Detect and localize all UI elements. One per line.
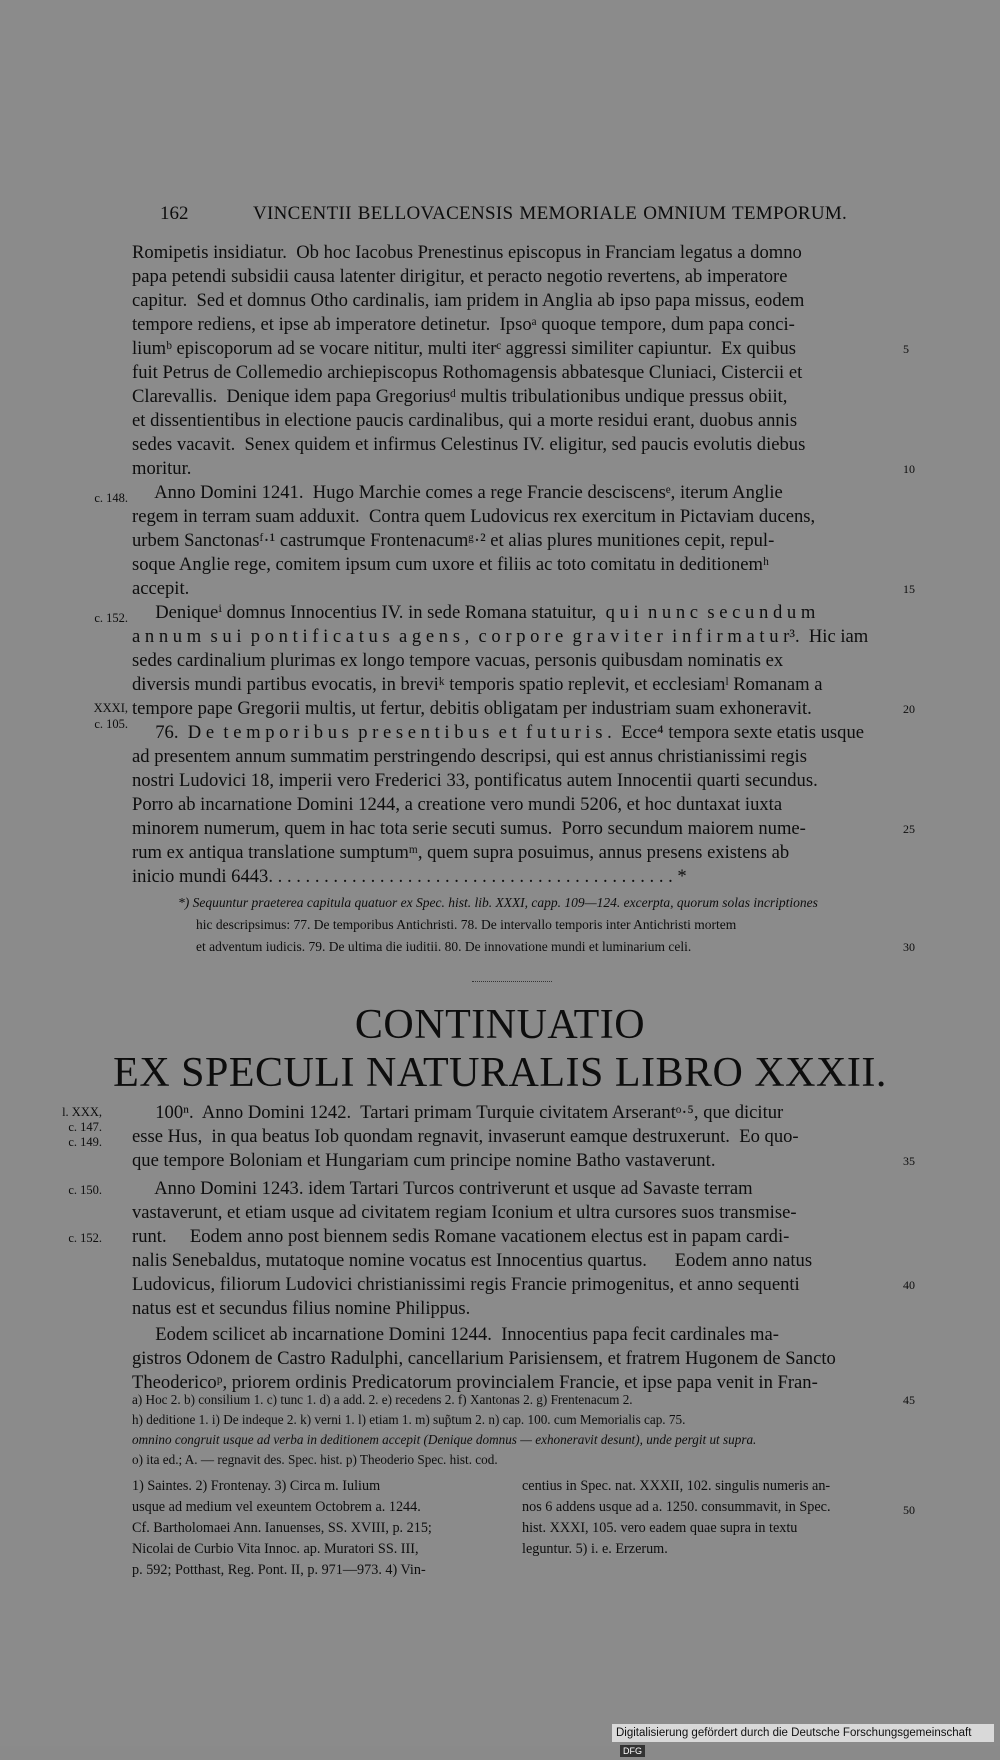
text-line: regem in terram suam adduxit. Contra quem Ludovicus rex exercitum in Pictaviam ducens, (132, 506, 816, 527)
note-left-line: p. 592; Potthast, Reg. Pont. II, p. 971—973. 4) Vin- (132, 1562, 426, 1578)
text-line: Clarevallis. Denique idem papa Gregoriusᵈ multis tribulationibus undique pressus obiit, (132, 386, 788, 407)
apparatus-line: a) Hoc 2. b) consilium 1. c) tunc 1. d) a add. 2. e) recedens 2. f) Xantonas 2. g) Frentenacum 2. (132, 1392, 633, 1407)
text-line: papa petendi subsidii causa latenter dirigitur, et peracto negotio revertens, ab imperatore (132, 266, 788, 287)
line-number: 40 (903, 1278, 915, 1292)
note-right-line: nos 6 addens usque ad a. 1250. consummavit, in Spec. (522, 1499, 831, 1515)
text-line: liumᵇ episcoporum ad se vocare nititur, multi iterᶜ aggressi similiter capiuntur. Ex quibus (132, 338, 797, 359)
text-line: gistros Odonem de Castro Radulphi, cancellarium Parisiensem, et fratrem Hugonem de Sancto (132, 1348, 836, 1369)
star-note-line: hic descripsimus: 77. De temporibus Antichristi. 78. De intervallo temporis inter Antichristi mortem (196, 917, 737, 932)
line-number: 25 (903, 822, 915, 836)
margin-note: c. 148. (94, 491, 128, 505)
text-line: capitur. Sed et domnus Otho cardinalis, iam pridem in Anglia ab ipso papa missus, eodem (132, 290, 805, 311)
star-note-line: et adventum iudicis. 79. De ultima die iuditii. 80. De innovatione mundi et luminarium celi. (196, 939, 692, 954)
line-number: 5 (903, 342, 909, 356)
text-line: et dissentientibus in electione paucis cardinalibus, qui a morte residui erant, duobus annis (132, 410, 798, 431)
text-line: natus est et secundus filius nomine Philippus. (132, 1298, 471, 1319)
line-number: 50 (903, 1503, 915, 1517)
note-right-line: centius in Spec. nat. XXXII, 102. singulis numeris an- (522, 1478, 831, 1494)
text-line: Eodem scilicet ab incarnatione Domini 1244. Innocentius papa fecit cardinales ma- (132, 1324, 779, 1345)
line-number: 30 (903, 940, 915, 954)
note-left-line: Nicolai de Curbio Vita Innoc. ap. Muratori SS. III, (132, 1541, 419, 1557)
line-number: 10 (903, 462, 915, 476)
margin-note: c. 152. (68, 1231, 102, 1245)
text-line: ad presentem annum summatim perstringendo descripsi, qui est annus christianissimi regis (132, 746, 807, 767)
text-line: vastaverunt, et etiam usque ad civitatem regiam Iconium et ultra cursores suos transmise- (132, 1202, 797, 1223)
line-number: 45 (903, 1393, 915, 1407)
margin-note: c. 150. (68, 1183, 102, 1197)
line-number: 20 (903, 702, 915, 716)
text-line: minorem numerum, quem in hac tota serie secuti sumus. Porro secundum maiorem nume- (132, 818, 806, 839)
text-line: Anno Domini 1243. idem Tartari Turcos contriverunt et usque ad Savaste terram (132, 1178, 753, 1199)
text-line: urbem Sanctonasᶠ·¹ castrumque Frontenacumᵍ·² et alias plures munitiones cepit, repul- (132, 530, 775, 551)
text-line: Porro ab incarnatione Domini 1244, a creatione vero mundi 5206, et hoc duntaxat iuxta (132, 794, 783, 815)
text-line: esse Hus, in qua beatus Iob quondam regnavit, invaserunt eamque destruxerunt. Eo quo- (132, 1126, 799, 1147)
text-line: sedes cardinalium plurimas ex longo tempore vacuas, personis quibusdam nominatis ex (132, 650, 784, 671)
text-line: Deniqueⁱ domnus Innocentius IV. in sede Romana statuitur, q u i n u n c s e c u n d u m (132, 602, 816, 623)
footer-text: Digitalisierung gefördert durch die Deutsche Forschungsgemeinschaft (616, 1727, 972, 1739)
text-line: 100ⁿ. Anno Domini 1242. Tartari primam Turquie civitatem Arserantᵒ·⁵, que dicitur (132, 1102, 784, 1123)
line-number: 35 (903, 1154, 915, 1168)
note-left-line: 1) Saintes. 2) Frontenay. 3) Circa m. Iulium (132, 1478, 381, 1494)
margin-note: c. 152. (94, 611, 128, 625)
text-line: soque Anglie rege, comitem ipsum cum uxore et filiis ac toto comitatu in deditionemʰ (132, 554, 769, 575)
apparatus-line: o) ita ed.; A. — regnavit des. Spec. hist. p) Theoderio Spec. hist. cod. (132, 1452, 498, 1467)
text-line: que tempore Boloniam et Hungariam cum principe nomine Batho vastaverunt. (132, 1150, 716, 1171)
margin-note: XXXI, (93, 701, 128, 715)
text-line: fuit Petrus de Collemedio archiepiscopus Rothomagensis abbatesque Cluniaci, Cistercii et (132, 362, 803, 383)
text-line: a n n u m s u i p o n t i f i c a t u s a g e n s , c o r p o r e g r a v i t e r i n f i r m a t u r³. Hic iam (132, 626, 869, 647)
line-number: 15 (903, 582, 915, 596)
star-note-line: *) Sequuntur praeterea capitula quatuor ex Spec. hist. lib. XXXI, capp. 109—124. excerpta, quorum solas incriptiones (178, 895, 818, 910)
text-line: diversis mundi partibus evocatis, in breviᵏ temporis spatio replevit, et ecclesiamˡ Romanam a (132, 674, 823, 695)
section-divider (472, 981, 552, 984)
running-header (0, 203, 1000, 231)
note-left-line: usque ad medium vel exeuntem Octobrem a. 1244. (132, 1499, 421, 1515)
text-line: sedes vacavit. Senex quidem et infirmus Celestinus IV. eligitur, sed paucis evolutis diebus (132, 434, 806, 455)
apparatus-line: h) deditione 1. i) De indeque 2. k) verni 1. l) etiam 1. m) sup̃tum 2. n) cap. 100. cum Memorialis cap. 75. (132, 1412, 686, 1427)
text-line: Anno Domini 1241. Hugo Marchie comes a rege Francie desciscensᵉ, iterum Anglie (132, 482, 783, 503)
text-line: nalis Senebaldus, mutatoque nomine vocatus est Innocentius quartus. Eodem anno natus (132, 1250, 813, 1271)
text-line: runt. Eodem anno post biennem sedis Romane vacationem electus est in papam cardi- (132, 1226, 790, 1247)
text-line: moritur. (132, 458, 192, 479)
section-title-line-2: EX SPECULI NATURALIS LIBRO XXXII. (113, 1050, 887, 1096)
dfg-logo-icon: DFG (620, 1745, 645, 1757)
page-number: 162 (160, 203, 189, 224)
text-line: 76. D e t e m p o r i b u s p r e s e n t i b u s e t f u t u r i s . Ecce⁴ tempora sexte etatis usque (132, 722, 865, 743)
section-title-line-1: CONTINUATIO (354, 1002, 646, 1048)
text-line: nostri Ludovici 18, imperii vero Frederici 33, pontificatus autem Innocentii quarti secundus. (132, 770, 818, 791)
note-left-line: Cf. Bartholomaei Ann. Ianuenses, SS. XVIII, p. 215; (132, 1520, 432, 1536)
text-line: tempore rediens, et ipse ab imperatore detinetur. Ipsoᵃ quoque tempore, dum papa conci- (132, 314, 795, 335)
digitization-footer (612, 1724, 994, 1756)
text-line: inicio mundi 6443. . . . . . . . . . . . . . . . . . . . . . . . . . . . . . . . . . . . . . . . . . . . * (132, 866, 687, 887)
text-line: accepit. (132, 578, 190, 599)
text-line: rum ex antiqua translatione sumptumᵐ, quem supra posuimus, annus presens existens ab (132, 842, 790, 863)
apparatus-line: omnino congruit usque ad verba in deditionem accepit (Denique domnus — exhoneravit desunt), unde pergit ut supra. (132, 1432, 757, 1447)
note-right-line: leguntur. 5) i. e. Erzerum. (522, 1541, 668, 1557)
running-title: VINCENTII BELLOVACENSIS MEMORIALE OMNIUM TEMPORUM. (253, 203, 848, 224)
text-line: tempore pape Gregorii multis, ut fertur, debitis obligatam per industriam suam exhoneravit. (132, 698, 812, 719)
margin-note: c. 149. (68, 1135, 102, 1149)
note-right-line: hist. XXXI, 105. vero eadem quae supra in textu (522, 1520, 798, 1536)
text-line: Theodericoᵖ, priorem ordinis Predicatorum provincialem Francie, et ipse papa venit in Fran- (132, 1372, 818, 1393)
text-line: Romipetis insidiatur. Ob hoc Iacobus Prenestinus episcopus in Franciam legatus a domno (132, 242, 802, 263)
margin-note: c. 105. (94, 717, 128, 731)
text-line: Ludovicus, filiorum Ludovici christianissimi regis Francie primogenitus, et anno sequenti (132, 1274, 800, 1295)
margin-note: l. XXX, (62, 1105, 102, 1119)
margin-note: c. 147. (68, 1120, 102, 1134)
